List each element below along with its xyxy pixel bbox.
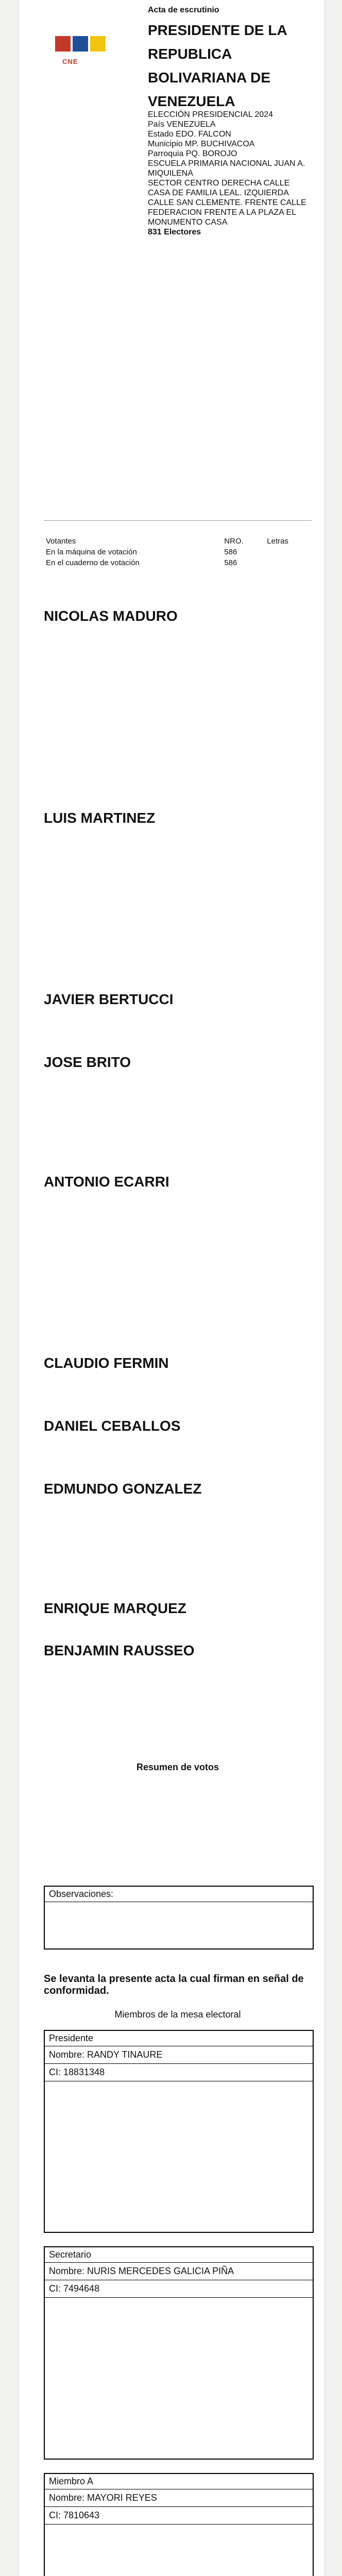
member-name: Nombre: MAYORI REYES <box>45 2489 313 2507</box>
brand-label: CNE <box>62 58 78 65</box>
votes-table <box>44 536 312 568</box>
notes-title: Observaciones: <box>45 1887 313 1902</box>
candidate-name: DANIEL CEBALLOS <box>44 1418 181 1434</box>
member-name: Nombre: RANDY TINAURE <box>45 2046 313 2064</box>
candidate-name: BENJAMIN RAUSSEO <box>44 1642 195 1658</box>
candidate-name: ANTONIO ECARRI <box>44 1174 169 1190</box>
country: País VENEZUELA <box>148 120 216 129</box>
table-cell: En el cuaderno de votación <box>46 558 140 567</box>
state: Estado EDO. FALCON <box>148 130 231 139</box>
header <box>148 5 313 237</box>
candidate-name: ENRIQUE MARQUEZ <box>44 1600 186 1616</box>
table-cell: En la máquina de votación <box>46 548 137 556</box>
candidate-name: LUIS MARTINEZ <box>44 810 156 826</box>
cne-logo <box>50 31 127 77</box>
election-title-4: VENEZUELA <box>148 93 235 109</box>
member-id: CI: 18831348 <box>45 2064 313 2081</box>
election-name: ELECCIÓN PRESIDENCIAL 2024 <box>148 110 273 119</box>
notes-box <box>44 1886 314 1950</box>
signature-box-president <box>44 2030 314 2233</box>
signature-box-member-a <box>44 2473 314 2576</box>
members-title: Miembros de la mesa electoral <box>114 2009 241 2020</box>
signature-image <box>45 2298 313 2411</box>
candidate-name: NICOLAS MADURO <box>44 608 178 624</box>
summary-title: Resumen de votos <box>136 1762 219 1772</box>
closing-text: Se levanta la presente acta la cual firman en señal de conformidad. <box>44 1973 304 1996</box>
signature-image <box>45 2524 313 2576</box>
candidate-name: CLAUDIO FERMIN <box>44 1355 169 1371</box>
sector: SECTOR CENTRO DERECHA CALLE CASA DE FAMILIA LEAL. IZQUIERDA CALLE SAN CLEMENTE. FRENTE CALLE FEDERACION FRENTE A LA PLAZA EL MONUMENTO CASA <box>148 179 306 227</box>
election-title-3: BOLIVARIANA DE <box>148 70 270 86</box>
table-header-row <box>44 536 312 547</box>
candidate-name: JAVIER BERTUCCI <box>44 991 174 1007</box>
municipality: Municipio MP. BUCHIVACOA <box>148 140 255 148</box>
divider <box>44 520 312 521</box>
member-id: CI: 7494648 <box>45 2280 313 2298</box>
receipt <box>19 0 324 2576</box>
table-cell: 586 <box>224 558 237 567</box>
signature-image <box>45 2081 313 2195</box>
center-name: ESCUELA PRIMARIA NACIONAL JUAN A. MIQUILENA <box>148 159 305 178</box>
role-label: Miembro A <box>45 2474 313 2489</box>
candidate-list <box>44 608 312 1659</box>
election-title-1: PRESIDENTE DE LA <box>148 22 287 38</box>
role-label: Presidente <box>45 2031 313 2046</box>
candidate-name: JOSE BRITO <box>44 1054 131 1070</box>
table-cell: 586 <box>224 548 237 556</box>
acta-title: Acta de escrutinio <box>148 6 219 14</box>
table-row <box>44 547 312 557</box>
signature-box-secretary <box>44 2246 314 2460</box>
table-header: NRO. <box>224 537 244 546</box>
role-label: Secretario <box>45 2247 313 2263</box>
member-id: CI: 7810643 <box>45 2507 313 2524</box>
electors: 831 Electores <box>148 228 201 236</box>
table-header: Letras <box>267 537 288 546</box>
member-name: Nombre: NURIS MERCEDES GALICIA PIÑA <box>45 2263 313 2280</box>
table-header: Votantes <box>46 537 76 546</box>
table-row <box>44 557 312 568</box>
election-title-2: REPUBLICA <box>148 46 232 62</box>
parish: Parroquia PQ. BOROJO <box>148 149 237 158</box>
candidate-name: EDMUNDO GONZALEZ <box>44 1481 202 1497</box>
